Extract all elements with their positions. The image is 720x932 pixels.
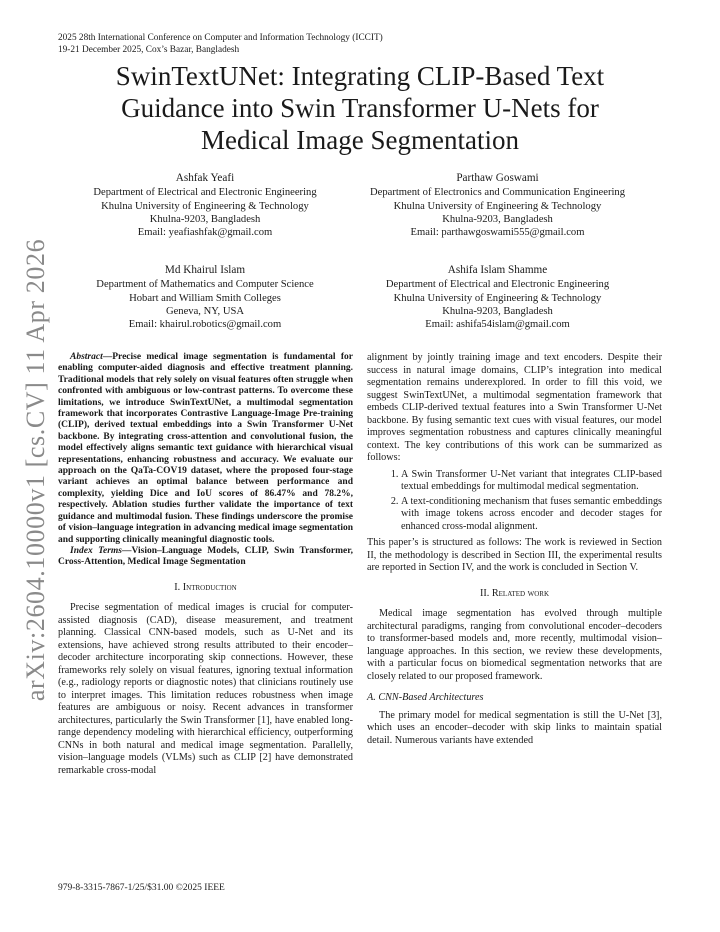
author-email: Email: khairul.robotics@gmail.com [128, 319, 282, 331]
abstract-text: —Precise medical image segmentation is fundamental for enabling computer-aided diagnosis and effective treatment planning. Traditional models that rely solely on visual features often struggle when confronted with ambiguous or low-contrast patterns. To overcome these limitations, we introduce SwinTextUNet, a multimodal segmentation framework that incorporates Contrastive Language-Image Pre-training (CLIP), derived textual embeddings into a Swin Transformer U-Net backbone. By integrating cross-attention and convolutional fusion, the model effectively aligns semantic text guidance with hierarchical visual representations, enhancing robustness and accuracy. We evaluate our approach on the QaTa-COV19 dataset, where the proposed four-stage variant achieves an optimal balance between performance and complexity, yielding Dice and IoU scores of 86.47% and 78.2%, respectively. Ablation studies further validate the importance of text guidance and multimodal fusion. These findings underscore the promise of vision–language integration in advancing medical image segmentation and supporting clinically meaningful diagnostic tools. [58, 352, 353, 545]
author-name: Md Khairul Islam [164, 264, 246, 276]
left-column [58, 352, 353, 777]
subsection-heading: A. CNN-Based Architectures [367, 692, 484, 703]
author-block [355, 172, 640, 239]
author-name: Ashifa Islam Shamme [447, 264, 548, 276]
author-institution: Khulna University of Engineering & Technology [393, 200, 602, 212]
copyright-footer: 979-8-3315-7867-1/25/$31.00 ©2025 IEEE [58, 883, 225, 893]
author-email: Email: parthawgoswami555@gmail.com [410, 227, 585, 239]
section-heading: II. Related work [479, 587, 550, 599]
conference-name: 2025 28th International Conference on Computer and Information Technology (ICCIT) [58, 33, 383, 43]
related-work-paragraph: Medical image segmentation has evolved through multiple architectural paradigms, ranging from convolutional encoder–decoders to transformer-based models and, more recently, multimodal vision–language approaches. In this section, we review these developments, with a particular focus on biomedical segmentation networks that are closely related to our proposed framework. [367, 608, 662, 682]
conference-header [58, 33, 383, 56]
author-location: Geneva, NY, USA [165, 305, 245, 317]
author-institution: Khulna University of Engineering & Technology [101, 200, 309, 212]
section-heading: I. Introduction [174, 581, 237, 593]
index-terms [58, 546, 353, 569]
right-column [367, 352, 662, 747]
author-email: Email: yeafiashfak@gmail.com [137, 227, 273, 239]
author-institution: Khulna University of Engineering & Technology [393, 292, 602, 304]
author-block [60, 264, 350, 331]
index-terms-label: Index Terms [70, 545, 123, 556]
cnn-architectures-paragraph: The primary model for medical segmentation is still the U-Net [3], which uses an encoder–decoder with skip links to maintain spatial detail. Numerous variants have extended [367, 709, 662, 746]
introduction-paragraph: Precise segmentation of medical images is crucial for computer-assisted diagnosis (CAD), disease measurement, and treatment planning. Classical CNN-based models, such as U-Net and its extensions, have achieved strong results attributed to their encoder–decoder architecture incorporating skip connections. However, these frameworks rely solely on visual features, ignoring textual information (e.g., radiology reports or diagnostic notes) that clinicians routinely use to interpret images. This limitation reduces robustness when image features are ambiguous or noisy. Recent advances in transformer architectures, particularly the Swin Transformer [1], have enabled long-range dependency modeling with hierarchical efficiency, outperforming CNNs in both natural and medical image segmentation. Parallelly, vision–language models (VLMs) such as CLIP [2] have demonstrated remarkable cross-modal [58, 602, 353, 776]
author-email: Email: ashifa54islam@gmail.com [425, 319, 570, 331]
list-item: 1. A Swin Transformer U-Net variant that integrates CLIP-based textual embeddings for multimodal medical segmentation. [401, 469, 662, 494]
conference-dates: 19-21 December 2025, Cox’s Bazar, Bangladesh [58, 44, 240, 55]
abstract-label: Abstract [70, 352, 103, 362]
title-line: Medical Image Segmentation [201, 125, 519, 155]
paper-structure-paragraph: This paper’s is structured as follows: The work is reviewed in Section II, the methodology is described in Section III, the experimental results are reported in Section IV, and the work is concluded in Section V. [367, 537, 662, 573]
author-location: Khulna-9203, Bangladesh [442, 213, 553, 225]
author-location: Khulna-9203, Bangladesh [442, 305, 553, 317]
arxiv-stamp-text: arXiv:2604.10000v1 [cs.CV] 11 Apr 2026 [21, 238, 50, 702]
abstract [58, 352, 353, 546]
author-block [60, 172, 350, 239]
author-name: Parthaw Goswami [456, 172, 539, 184]
author-institution: Hobart and William Smith Colleges [129, 292, 281, 304]
introduction-continued: alignment by jointly training image and text encoders. Despite their success in natural image domains, CLIP’s integration into medical segmentation remains underexplored. In order to fill this void, we suggest SwinTextUNet, a multimodal segmentation framework that embeds CLIP-derived textual features into a Swin Transformer U-Net backbone. By fusing semantic text cues with visual features, our model improves segmentation robustness and captures clinically meaningful context. The key contributions of this work can be summarized as follows: [367, 352, 662, 463]
index-terms-text: —Vision–Language Models, CLIP, Swin Transformer, Cross-Attention, Medical Image Segmentation [58, 545, 353, 568]
author-location: Khulna-9203, Bangladesh [149, 213, 261, 225]
title-line: Guidance into Swin Transformer U-Nets for [121, 93, 599, 123]
contributions-list [367, 469, 662, 534]
author-affiliation: Department of Electrical and Electronic Engineering [385, 279, 610, 291]
author-affiliation: Department of Electrical and Electronic Engineering [93, 187, 317, 199]
author-block [355, 264, 640, 331]
paper-title [70, 60, 650, 156]
author-name: Ashfak Yeafi [175, 172, 235, 184]
list-item: 2. A text-conditioning mechanism that fuses semantic embeddings with image tokens across encoder and decoder stages for enhanced cross-modal alignment. [401, 496, 662, 534]
title-line: SwinTextUNet: Integrating CLIP-Based Text [115, 61, 605, 91]
author-affiliation: Department of Electronics and Communication Engineering [369, 187, 626, 199]
author-affiliation: Department of Mathematics and Computer Science [96, 279, 314, 291]
